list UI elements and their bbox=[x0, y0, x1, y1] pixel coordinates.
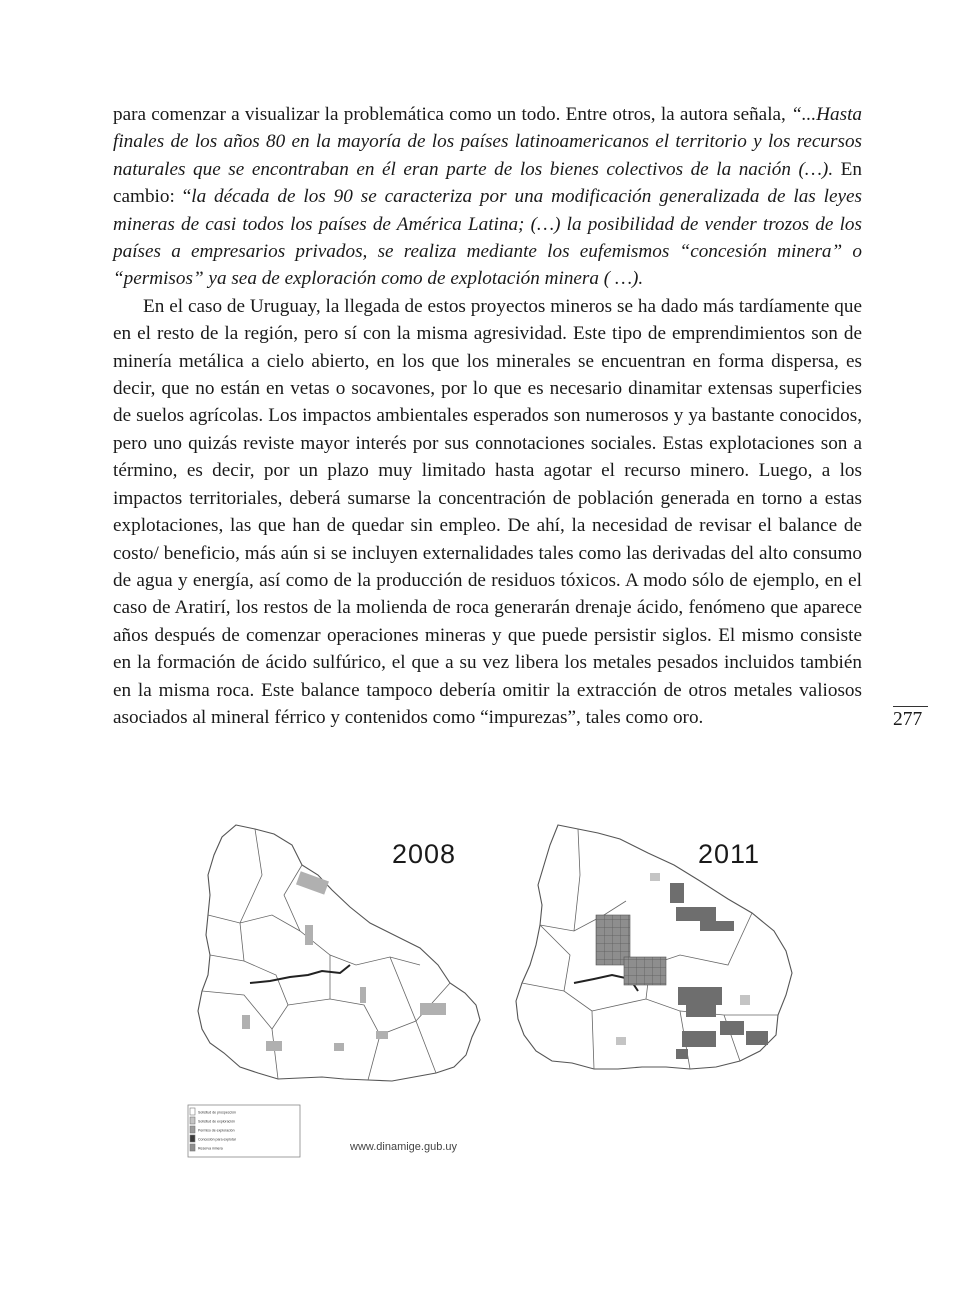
paragraph-1-connector: En cambio: “ bbox=[113, 158, 862, 208]
legend-label-3: Permiso de exploración bbox=[198, 1128, 235, 1133]
quote-1: “...Hasta finales de los años 80 en la mayoría de los países latinoamericanos el territorio y los recursos naturales que se encontraban en él eran parte de los bienes colectivos de la nación (…). bbox=[113, 104, 862, 180]
paragraph-2: En el caso de Uruguay, la llegada de estos proyectos mineros se ha dado más tardíamente que en el resto de la región, pero sí con la misma agresividad. Este tipo de emprendimientos son de minería metálica a cielo abierto, en los que los minerales se encuentran en forma dispersa, es decir, que no están en vetas o socavones, por lo que es necesario dinamitar extensas superficies de suelos agrícolas. Los impactos ambientales esperados son numerosos y ya bastante conocidos, pero uno quizás reviste mayor interés por sus connotaciones sociales. Estas explotaciones son a término, es decir, por un plazo muy limitado hasta agotar el recurso minero. Luego, a los impactos territoriales, deberá sumarse la concentración de población generada en torno a estas explotaciones, las que han de quedar sin empleo. De ahí, la necesidad de revisar el balance de costo/ beneficio, más aún si se incluyen externalidades tales como las derivadas del alto consumo de agua y energía, así como de la producción de residuos tóxicos. A modo sólo de ejemplo, en el caso de Aratirí, los restos de la molienda de roca generarán drenaje ácido, fenómeno que aparece años después de comenzar operaciones mineras y que puede persistir siglos. El mismo consiste en la formación de ácido sulfúrico, el que a su vez libera los metales pesados incluidos también en la misma roca. Este balance tampoco debería omitir la extracción de otros metales valiosos asociados al mineral férrico y contenidos como “impurezas”, tales como oro. bbox=[113, 295, 862, 728]
body-text bbox=[113, 101, 862, 731]
quote-2: la década de los 90 se caracteriza por una modificación generalizada de las leyes mineras de casi todos los países de América Latina; (…) la posibilidad de vender trozos de los países a empresarios privados, se realiza mediante los eufemismos “concesión minera” o “permisos” ya sea de exploración como de explotación minera ( …). bbox=[113, 186, 862, 290]
page-number: 277 bbox=[893, 709, 923, 730]
mining-maps-svg bbox=[180, 815, 800, 1160]
map-source: www.dinamige.gub.uy bbox=[350, 1141, 458, 1153]
paragraph-1 bbox=[113, 101, 862, 293]
map-legend bbox=[188, 1105, 300, 1157]
legend-label-2: Solicitud de exploración bbox=[198, 1119, 235, 1124]
legend-label-5: Reserva minera bbox=[198, 1146, 223, 1151]
legend-label-1: Solicitud de prospección bbox=[198, 1110, 236, 1115]
legend-label-4: Concesión para explotar bbox=[198, 1137, 236, 1142]
paragraph-1-lead: para comenzar a visualizar la problemática como un todo. Entre otros, la autora señala, bbox=[113, 104, 792, 125]
map-2008-year: 2008 bbox=[392, 839, 457, 869]
map-2008 bbox=[198, 825, 480, 1081]
map-2011-year: 2011 bbox=[698, 839, 761, 869]
mining-maps-figure bbox=[180, 815, 800, 1160]
map-2011 bbox=[516, 825, 792, 1069]
